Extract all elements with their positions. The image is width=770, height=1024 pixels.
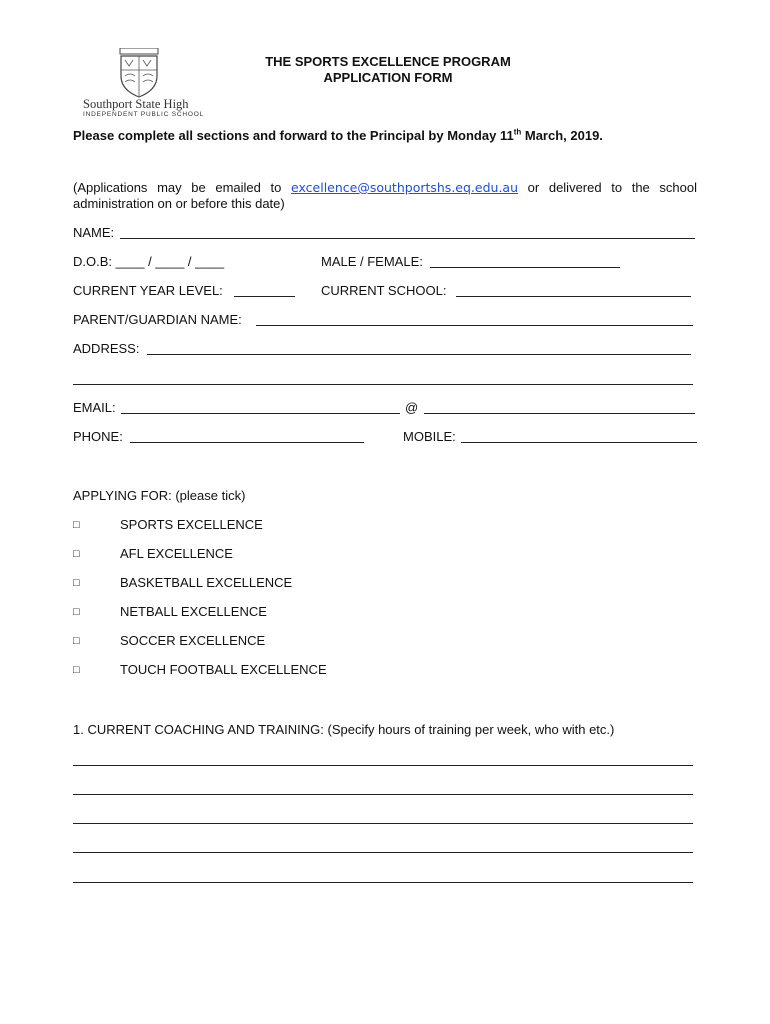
checkbox-afl-excellence[interactable]: □	[73, 548, 80, 560]
coaching-line-4[interactable]	[73, 852, 693, 853]
address-field[interactable]	[147, 354, 691, 355]
checkbox-netball-excellence[interactable]: □	[73, 606, 80, 618]
instruction-text: Please complete all sections and forward to the Principal by Monday 11th March, 2019.	[73, 127, 603, 143]
option-label: AFL EXCELLENCE	[120, 546, 233, 561]
phone-label: PHONE:	[73, 429, 123, 444]
applying-for-heading: APPLYING FOR: (please tick)	[73, 488, 246, 503]
option-label: NETBALL EXCELLENCE	[120, 604, 267, 619]
option-label: SPORTS EXCELLENCE	[120, 517, 263, 532]
school-name: Southport State High	[83, 97, 189, 111]
year-level-field[interactable]	[234, 296, 295, 297]
option-label: BASKETBALL EXCELLENCE	[120, 575, 293, 590]
address-field-line2[interactable]	[73, 384, 693, 385]
checkbox-touch-football-excellence[interactable]: □	[73, 664, 80, 676]
coaching-line-1[interactable]	[73, 765, 693, 766]
address-label: ADDRESS:	[73, 341, 140, 356]
email-at-sign: @	[405, 400, 419, 415]
current-school-label: CURRENT SCHOOL:	[321, 283, 447, 298]
submission-note: (Applications may be emailed to excellence@southportshs.eq.edu.au or delivered to the school administration on or before this date)	[73, 180, 697, 211]
coaching-line-5[interactable]	[73, 882, 693, 883]
name-label: NAME:	[73, 225, 115, 240]
coaching-heading: 1. CURRENT COACHING AND TRAINING: (Specify hours of training per week, who with etc.)	[73, 722, 615, 737]
email-label: EMAIL:	[73, 400, 116, 415]
email-link[interactable]: excellence@southportshs.eq.edu.au	[291, 180, 518, 195]
checkbox-soccer-excellence[interactable]: □	[73, 635, 80, 647]
year-level-label: CURRENT YEAR LEVEL:	[73, 283, 223, 298]
mobile-label: MOBILE:	[403, 429, 456, 444]
gender-label: MALE / FEMALE:	[321, 254, 423, 269]
name-field[interactable]	[120, 238, 695, 239]
school-crest-icon	[117, 48, 161, 98]
checkbox-sports-excellence[interactable]: □	[73, 519, 80, 531]
email-domain-field[interactable]	[424, 413, 695, 414]
dob-label: D.O.B: ____ / ____ / ____	[73, 254, 225, 269]
form-title: THE SPORTS EXCELLENCE PROGRAM	[265, 54, 511, 69]
mobile-field[interactable]	[461, 442, 697, 443]
school-subtitle: INDEPENDENT PUBLIC SCHOOL	[83, 111, 205, 118]
email-user-field[interactable]	[121, 413, 400, 414]
current-school-field[interactable]	[456, 296, 691, 297]
form-subtitle: APPLICATION FORM	[323, 70, 453, 85]
coaching-line-2[interactable]	[73, 794, 693, 795]
phone-field[interactable]	[130, 442, 364, 443]
parent-field[interactable]	[256, 325, 693, 326]
option-label: TOUCH FOOTBALL EXCELLENCE	[120, 662, 327, 677]
coaching-line-3[interactable]	[73, 823, 693, 824]
gender-field[interactable]	[430, 267, 620, 268]
parent-label: PARENT/GUARDIAN NAME:	[73, 312, 242, 327]
option-label: SOCCER EXCELLENCE	[120, 633, 266, 648]
checkbox-basketball-excellence[interactable]: □	[73, 577, 80, 589]
